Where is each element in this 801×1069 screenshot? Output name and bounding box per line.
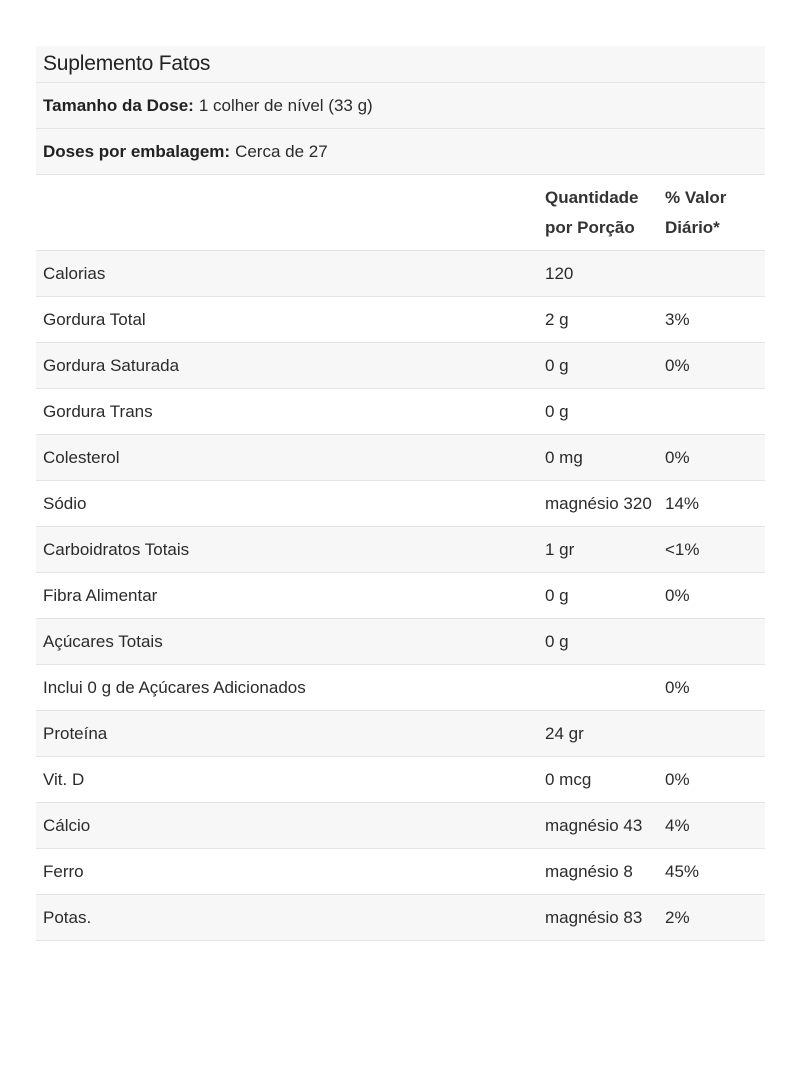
table-row bbox=[36, 711, 765, 757]
nutrient-cell: Calorias bbox=[36, 251, 538, 297]
panel-title: Suplemento Fatos bbox=[43, 52, 211, 75]
nutrient-cell: Fibra Alimentar bbox=[36, 573, 538, 619]
table-row bbox=[36, 481, 765, 527]
table-row bbox=[36, 849, 765, 895]
table-row bbox=[36, 343, 765, 389]
table-row bbox=[36, 757, 765, 803]
table-row bbox=[36, 435, 765, 481]
nutrition-table bbox=[36, 175, 765, 941]
table-row bbox=[36, 895, 765, 941]
nutrient-cell: Açúcares Totais bbox=[36, 619, 538, 665]
table-row bbox=[36, 389, 765, 435]
supplement-facts-panel bbox=[36, 46, 765, 941]
servings-per-container-row bbox=[36, 129, 765, 175]
table-row bbox=[36, 619, 765, 665]
amount-cell: magnésio 8 bbox=[538, 849, 658, 895]
daily-value-cell: 45% bbox=[658, 849, 765, 895]
nutrient-cell: Sódio bbox=[36, 481, 538, 527]
table-row bbox=[36, 803, 765, 849]
nutrient-cell: Cálcio bbox=[36, 803, 538, 849]
daily-value-cell: 0% bbox=[658, 757, 765, 803]
nutrient-cell: Ferro bbox=[36, 849, 538, 895]
nutrient-cell: Inclui 0 g de Açúcares Adicionados bbox=[36, 665, 538, 711]
table-row bbox=[36, 297, 765, 343]
daily-value-cell: 2% bbox=[658, 895, 765, 941]
table-row bbox=[36, 665, 765, 711]
header-row bbox=[36, 175, 765, 251]
amount-cell bbox=[538, 665, 658, 711]
daily-value-cell bbox=[658, 389, 765, 435]
daily-value-cell: 0% bbox=[658, 435, 765, 481]
daily-value-cell: 0% bbox=[658, 573, 765, 619]
table-row bbox=[36, 527, 765, 573]
nutrient-cell: Potas. bbox=[36, 895, 538, 941]
servings-per-container-value: Cerca de 27 bbox=[235, 141, 328, 161]
amount-cell: 0 g bbox=[538, 619, 658, 665]
amount-cell: 1 gr bbox=[538, 527, 658, 573]
daily-value-cell: 14% bbox=[658, 481, 765, 527]
nutrient-cell: Carboidratos Totais bbox=[36, 527, 538, 573]
daily-value-cell bbox=[658, 619, 765, 665]
daily-value-cell bbox=[658, 711, 765, 757]
nutrient-cell: Gordura Trans bbox=[36, 389, 538, 435]
table-row bbox=[36, 573, 765, 619]
title-row bbox=[36, 46, 765, 83]
nutrient-cell: Gordura Saturada bbox=[36, 343, 538, 389]
amount-cell: 120 bbox=[538, 251, 658, 297]
amount-cell: 2 g bbox=[538, 297, 658, 343]
amount-cell: magnésio 83 bbox=[538, 895, 658, 941]
table-row bbox=[36, 251, 765, 297]
amount-cell: magnésio 43 bbox=[538, 803, 658, 849]
serving-size-value: 1 colher de nível (33 g) bbox=[198, 95, 373, 115]
daily-value-cell: 4% bbox=[658, 803, 765, 849]
amount-cell: magnésio 320 bbox=[538, 481, 658, 527]
serving-size-label: Tamanho da Dose: bbox=[43, 95, 194, 115]
nutrient-cell: Vit. D bbox=[36, 757, 538, 803]
nutrient-cell: Gordura Total bbox=[36, 297, 538, 343]
daily-value-cell: 0% bbox=[658, 343, 765, 389]
amount-cell: 0 mcg bbox=[538, 757, 658, 803]
daily-value-cell: <1% bbox=[658, 527, 765, 573]
nutrient-header bbox=[36, 175, 538, 251]
amount-cell: 0 mg bbox=[538, 435, 658, 481]
amount-cell: 24 gr bbox=[538, 711, 658, 757]
serving-size-row bbox=[36, 83, 765, 129]
nutrient-cell: Proteína bbox=[36, 711, 538, 757]
amount-cell: 0 g bbox=[538, 343, 658, 389]
nutrient-cell: Colesterol bbox=[36, 435, 538, 481]
daily-value-cell: 0% bbox=[658, 665, 765, 711]
daily-value-cell: 3% bbox=[658, 297, 765, 343]
daily-value-cell bbox=[658, 251, 765, 297]
amount-header: Quantidade por Porção bbox=[538, 175, 658, 251]
daily-value-header: % Valor Diário* bbox=[658, 175, 765, 251]
amount-cell: 0 g bbox=[538, 573, 658, 619]
nutrition-rows bbox=[36, 251, 765, 941]
amount-cell: 0 g bbox=[538, 389, 658, 435]
servings-per-container-label: Doses por embalagem: bbox=[43, 141, 231, 161]
